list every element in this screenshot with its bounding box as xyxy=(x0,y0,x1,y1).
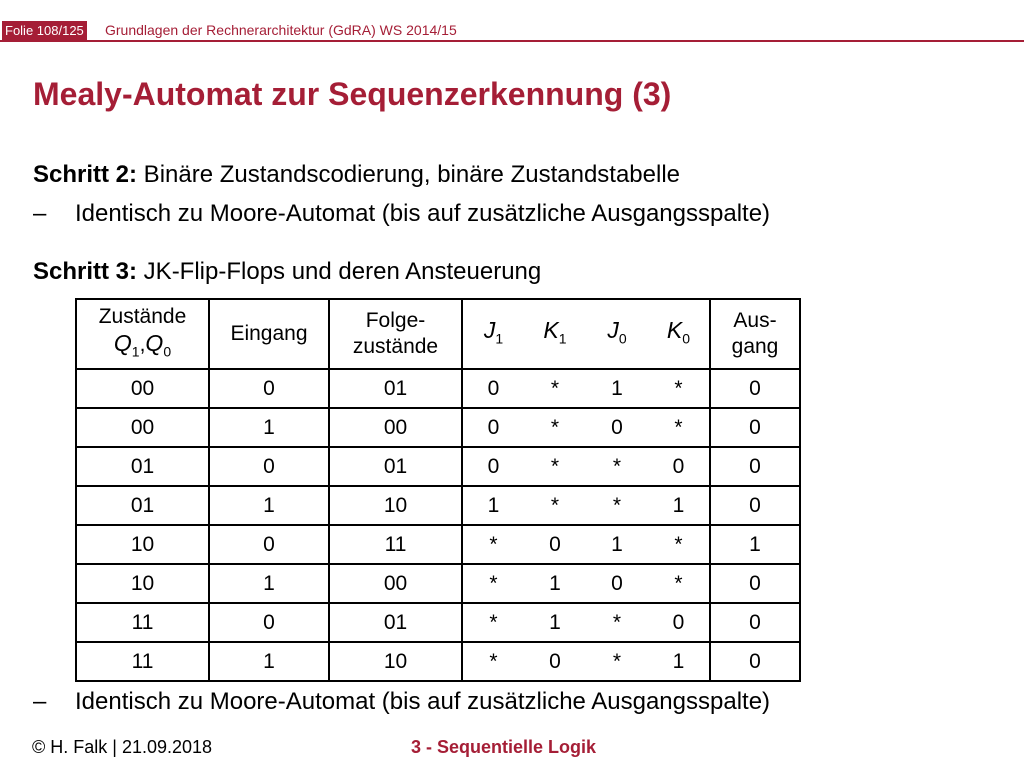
cell-k1: * xyxy=(550,376,560,400)
step3-line xyxy=(33,258,541,286)
cell-k0: 1 xyxy=(648,642,710,681)
cell-j0: 0 xyxy=(611,571,623,595)
cell-input: 0 xyxy=(209,525,329,564)
cell-output: 0 xyxy=(749,415,761,439)
header-j1: $J_1$ xyxy=(483,316,504,347)
cell-next-state: 01 xyxy=(329,369,462,408)
cell-output: 0 xyxy=(749,649,761,673)
cell-j1: 1 xyxy=(487,493,500,517)
cell-next-state: 01 xyxy=(329,447,462,486)
cell-input: 0 xyxy=(209,369,329,408)
cell-input: 0 xyxy=(209,447,329,486)
cell-k1: 0 xyxy=(549,532,561,556)
table-row xyxy=(76,447,800,486)
cell-j1: 0 xyxy=(487,415,500,439)
cell-output: 0 xyxy=(749,571,761,595)
cell-k0: * xyxy=(648,369,710,408)
header-input: Eingang xyxy=(209,299,329,369)
table-row xyxy=(76,486,800,525)
cell-state: 10 xyxy=(76,564,209,603)
footer-author-date: © H. Falk | 21.09.2018 xyxy=(32,737,213,757)
cell-state: 11 xyxy=(76,642,209,681)
cell-k1: 0 xyxy=(549,649,561,673)
cell-k0: * xyxy=(648,564,710,603)
cell-state: 00 xyxy=(76,408,209,447)
step3-text: JK-Flip-Flops und deren Ansteuerung xyxy=(137,258,542,285)
cell-j0: * xyxy=(612,454,622,478)
cell-input: 1 xyxy=(209,486,329,525)
cell-j1: * xyxy=(489,532,498,556)
header-states xyxy=(76,299,209,369)
step2-text: Binäre Zustandscodierung, binäre Zustandstabelle xyxy=(137,161,681,188)
state-table xyxy=(75,298,801,682)
step2-line xyxy=(33,161,680,189)
cell-state: 11 xyxy=(76,603,209,642)
cell-input: 1 xyxy=(209,642,329,681)
bullet-dash: – xyxy=(33,688,47,715)
cell-next-state: 10 xyxy=(329,642,462,681)
slide-title: Mealy-Automat zur Sequenzerkennung (3) xyxy=(33,76,672,112)
cell-k1: 1 xyxy=(549,571,561,595)
cell-j1: * xyxy=(489,571,498,595)
cell-input: 0 xyxy=(209,603,329,642)
header-j0: $J_0$ xyxy=(607,316,627,347)
table-row xyxy=(76,603,800,642)
cell-j1: * xyxy=(489,649,498,673)
table-row xyxy=(76,564,800,603)
cell-state: 00 xyxy=(76,369,209,408)
cell-j1: 0 xyxy=(487,376,500,400)
cell-k0: 0 xyxy=(648,447,710,486)
var-separator: , xyxy=(139,332,146,356)
footer-chapter: 3 - Sequentielle Logik xyxy=(411,737,597,757)
header-next-states: Folge- zustände xyxy=(329,299,462,369)
table-row xyxy=(76,369,800,408)
cell-j1: * xyxy=(489,610,498,634)
cell-j0: * xyxy=(612,493,622,517)
table-header-row xyxy=(76,299,800,369)
cell-input: 1 xyxy=(209,564,329,603)
header-states-label: Zustände xyxy=(98,304,187,328)
cell-k0: * xyxy=(648,525,710,564)
cell-j0: 1 xyxy=(611,376,623,400)
cell-output: 1 xyxy=(749,532,761,556)
cell-next-state: 00 xyxy=(329,408,462,447)
cell-k0: 0 xyxy=(648,603,710,642)
cell-j1: 0 xyxy=(487,454,500,478)
var-q0: $Q_0$ xyxy=(145,329,172,360)
cell-j0: * xyxy=(612,649,622,673)
cell-k0: 1 xyxy=(648,486,710,525)
cell-k0: * xyxy=(648,408,710,447)
cell-state: 01 xyxy=(76,447,209,486)
header-output: Aus- gang xyxy=(731,309,779,358)
bullet-text: Identisch zu Moore-Automat (bis auf zusätzliche Ausgangsspalte) xyxy=(75,200,771,227)
cell-input: 1 xyxy=(209,408,329,447)
course-title: Grundlagen der Rechnerarchitektur (GdRA) WS 2014/15 xyxy=(105,22,457,38)
cell-next-state: 10 xyxy=(329,486,462,525)
slide-number: Folie 108/125 xyxy=(2,21,87,40)
cell-next-state: 11 xyxy=(329,525,462,564)
table-row xyxy=(76,642,800,681)
cell-next-state: 01 xyxy=(329,603,462,642)
var-q1: $Q_1$ xyxy=(113,329,140,360)
cell-k1: * xyxy=(550,415,560,439)
cell-k1: * xyxy=(550,493,560,517)
cell-state: 01 xyxy=(76,486,209,525)
header-k0: $K_0$ xyxy=(648,299,710,369)
step2-label: Schritt 2: xyxy=(33,161,138,188)
cell-output: 0 xyxy=(749,493,761,517)
header-k1: $K_1$ xyxy=(543,316,567,347)
cell-j0: 0 xyxy=(611,415,623,439)
cell-j0: * xyxy=(612,610,622,634)
bullet-dash: – xyxy=(33,200,47,227)
cell-k1: * xyxy=(550,454,560,478)
table-row xyxy=(76,525,800,564)
cell-output: 0 xyxy=(749,376,761,400)
cell-output: 0 xyxy=(749,610,761,634)
step3-label: Schritt 3: xyxy=(33,258,138,285)
cell-k1: 1 xyxy=(549,610,561,634)
cell-output: 0 xyxy=(749,454,761,478)
cell-j0: 1 xyxy=(611,532,623,556)
header-divider xyxy=(0,40,1024,42)
cell-state: 10 xyxy=(76,525,209,564)
slide-header xyxy=(0,0,1024,40)
table-row xyxy=(76,408,800,447)
cell-next-state: 00 xyxy=(329,564,462,603)
bullet-text: Identisch zu Moore-Automat (bis auf zusätzliche Ausgangsspalte) xyxy=(75,688,771,715)
